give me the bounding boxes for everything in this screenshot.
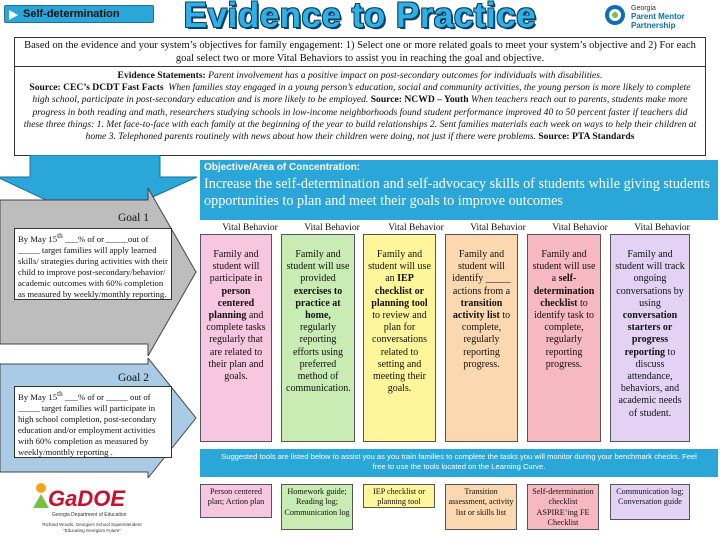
parent-mentor-logo bbox=[604, 4, 716, 34]
vb-5-a: Family and student will use a bbox=[532, 249, 596, 285]
vb-4-a: Family and student will identify _____ actions from a bbox=[452, 249, 511, 297]
vital-behavior-5 bbox=[527, 234, 601, 442]
evidence-label: Evidence Statements: bbox=[117, 70, 206, 81]
tool-3: IEP checklist or planning tool bbox=[363, 484, 435, 508]
goal-1-label: Goal 1 bbox=[118, 212, 149, 224]
vb-2-a: Family and student will use provided bbox=[286, 249, 350, 285]
vb-3-b: IEP checklist or planning tool bbox=[371, 273, 428, 309]
vb-6-c: to discuss attendance, behaviors, and academic needs of student. bbox=[618, 346, 682, 419]
goal-1-arrow bbox=[0, 188, 197, 356]
superintendent-name: Richard Woods, Georgia’s School Superintendent bbox=[42, 522, 142, 527]
vb-2-b: exercises to practice at home, bbox=[293, 285, 343, 322]
gadoe-department: Georgia Department of Education bbox=[52, 512, 127, 518]
partnership-logo-icon bbox=[604, 4, 626, 26]
evidence-statement-2: When families stay engaged in a young person’s education, social and community activities, the young person is more likely to complete high school, participate in post-secondary education and is more likely to be employed. bbox=[32, 82, 691, 106]
tool-6: Communication log; Conversation guide bbox=[610, 484, 690, 520]
vital-behavior-header-2: Vital Behavior bbox=[304, 223, 360, 233]
gadoe-logo bbox=[30, 478, 170, 538]
self-determination-tab bbox=[4, 5, 154, 23]
vb-6-a: Family and student will track ongoing conversations by using bbox=[615, 249, 685, 309]
tool-5: Self-determination checklist ASPIRE’ing FE Checklist bbox=[527, 484, 599, 530]
evidence-source-3: Source: PTA Standards bbox=[538, 131, 635, 143]
vital-behavior-header-4: Vital Behavior bbox=[470, 223, 526, 233]
evidence-statement-1: Parent involvement has a positive impact on post-secondary outcomes for individuals with disabilities. bbox=[208, 70, 603, 81]
tool-4: Transition assessment, activity list or skills list bbox=[445, 484, 517, 530]
tool-1: Person centered plan; Action plan bbox=[200, 484, 272, 518]
goal-1-body: ___% of or _____out of _____ target families will apply learned skills/ strategies during activities with their child to improve post-secondary/behavior/ academic outcomes with 60% completion as measured by weekly/monthly reporting. bbox=[18, 233, 168, 299]
gadoe-superintendent bbox=[32, 522, 152, 533]
vital-behavior-header-5: Vital Behavior bbox=[552, 223, 608, 233]
goal-2-body: ___% of or _____ out of _____ target families will participate in high school completion, post-secondary education and/or employment activities with 60% completion as measured by weekly/monthly reporting . bbox=[18, 391, 157, 457]
goal-2-label: Goal 2 bbox=[118, 372, 149, 384]
play-arrow-icon bbox=[9, 10, 18, 20]
vb-1-a: Family and student will participate in bbox=[209, 249, 263, 285]
vb-1-c: and complete tasks regularly that are related to their plan and goals. bbox=[206, 310, 266, 383]
goal-2-sup: th bbox=[57, 390, 63, 398]
vb-3-a: Family and student will use an bbox=[368, 249, 431, 285]
goal-1-prefix: By May 15 bbox=[18, 233, 58, 244]
goal-2-arrow bbox=[0, 358, 197, 478]
vital-behavior-4 bbox=[445, 234, 518, 442]
goal-2-prefix: By May 15 bbox=[18, 391, 58, 402]
gadoe-tagline: “Educating Georgia’s Future” bbox=[63, 527, 121, 533]
vital-behavior-header-3: Vital Behavior bbox=[388, 223, 444, 233]
tool-2: Homework guide; Reading log; Communication log bbox=[281, 484, 353, 530]
tab-label: Self-determination bbox=[23, 8, 120, 20]
logo-line-3: Partnership bbox=[631, 21, 676, 30]
goal-1-text bbox=[14, 228, 172, 300]
objective-text: Increase the self-determination and self-advocacy skills of students while giving students opportunities to plan and meet their goals to improve outcomes bbox=[204, 176, 710, 209]
vb-4-b: transition activity list bbox=[452, 297, 503, 322]
evidence-source-1: Source: CEC’s DCDT Fast Facts bbox=[29, 82, 164, 94]
vb-1-b: person centered planning bbox=[208, 285, 255, 322]
goal-2-text bbox=[14, 386, 172, 458]
objective-banner bbox=[200, 160, 718, 220]
intro-instructions: Based on the evidence and your system’s objectives for family engagement: 1) Select one or more related goals to meet your system’s objective and 2) For each goal select two or more Vital Behaviors to assist you in reaching the goal and objective. bbox=[14, 37, 706, 67]
vb-5-b: self-determination checklist bbox=[533, 273, 595, 309]
vb-3-c: to review and plan for conversations related to setting and meeting their goals. bbox=[372, 310, 427, 395]
page-title: Evidence to Practice bbox=[183, 0, 537, 35]
vb-4-c: to complete, regularly reporting progress. bbox=[461, 310, 511, 370]
vital-behavior-6 bbox=[610, 234, 690, 442]
gadoe-wordmark: GaDOE bbox=[48, 486, 126, 511]
logo-line-2: Parent Mentor bbox=[631, 12, 685, 21]
vital-behavior-1 bbox=[200, 234, 272, 442]
vital-behavior-2 bbox=[281, 234, 355, 442]
goal-1-sup: th bbox=[57, 232, 63, 240]
vital-behavior-header-1: Vital Behavior bbox=[222, 223, 278, 233]
vb-2-c: regularly reporting efforts using preferred method of communication. bbox=[286, 322, 351, 395]
evidence-statements bbox=[14, 67, 706, 156]
logo-line-1: Georgia bbox=[631, 5, 656, 12]
header bbox=[0, 0, 720, 34]
vital-behavior-header-6: Vital Behavior bbox=[634, 223, 690, 233]
vb-5-c: to identify task to complete, regularly reporting progress. bbox=[534, 297, 594, 370]
tools-note: Suggested tools are listed below to assist you as you train families to complete the tasks you will monitor during your benchmark checks. Feel free to use the tools located on the Learning Curve. bbox=[200, 449, 718, 477]
evidence-statement-3: When teachers reach out to parents, students make more progress in both reading and math, researchers studying schools in low-income neighborhoods found student performance improved 40 to 50 percent faster if teachers did these three things: 1. Met face-to-face with each family at the beginning of the year to build relationships 2. Sent families materials each week on ways to help their children at home 3. Telephoned parents routinely with news about how their children were doing, not just if there were problems. bbox=[23, 94, 697, 143]
objective-label: Objective/Area of Concentration: bbox=[204, 162, 361, 173]
evidence-source-2: Source: NCWD – Youth bbox=[370, 94, 469, 106]
vb-6-b: conversation starters or progress reporting bbox=[622, 310, 678, 358]
vital-behavior-3 bbox=[363, 234, 436, 442]
